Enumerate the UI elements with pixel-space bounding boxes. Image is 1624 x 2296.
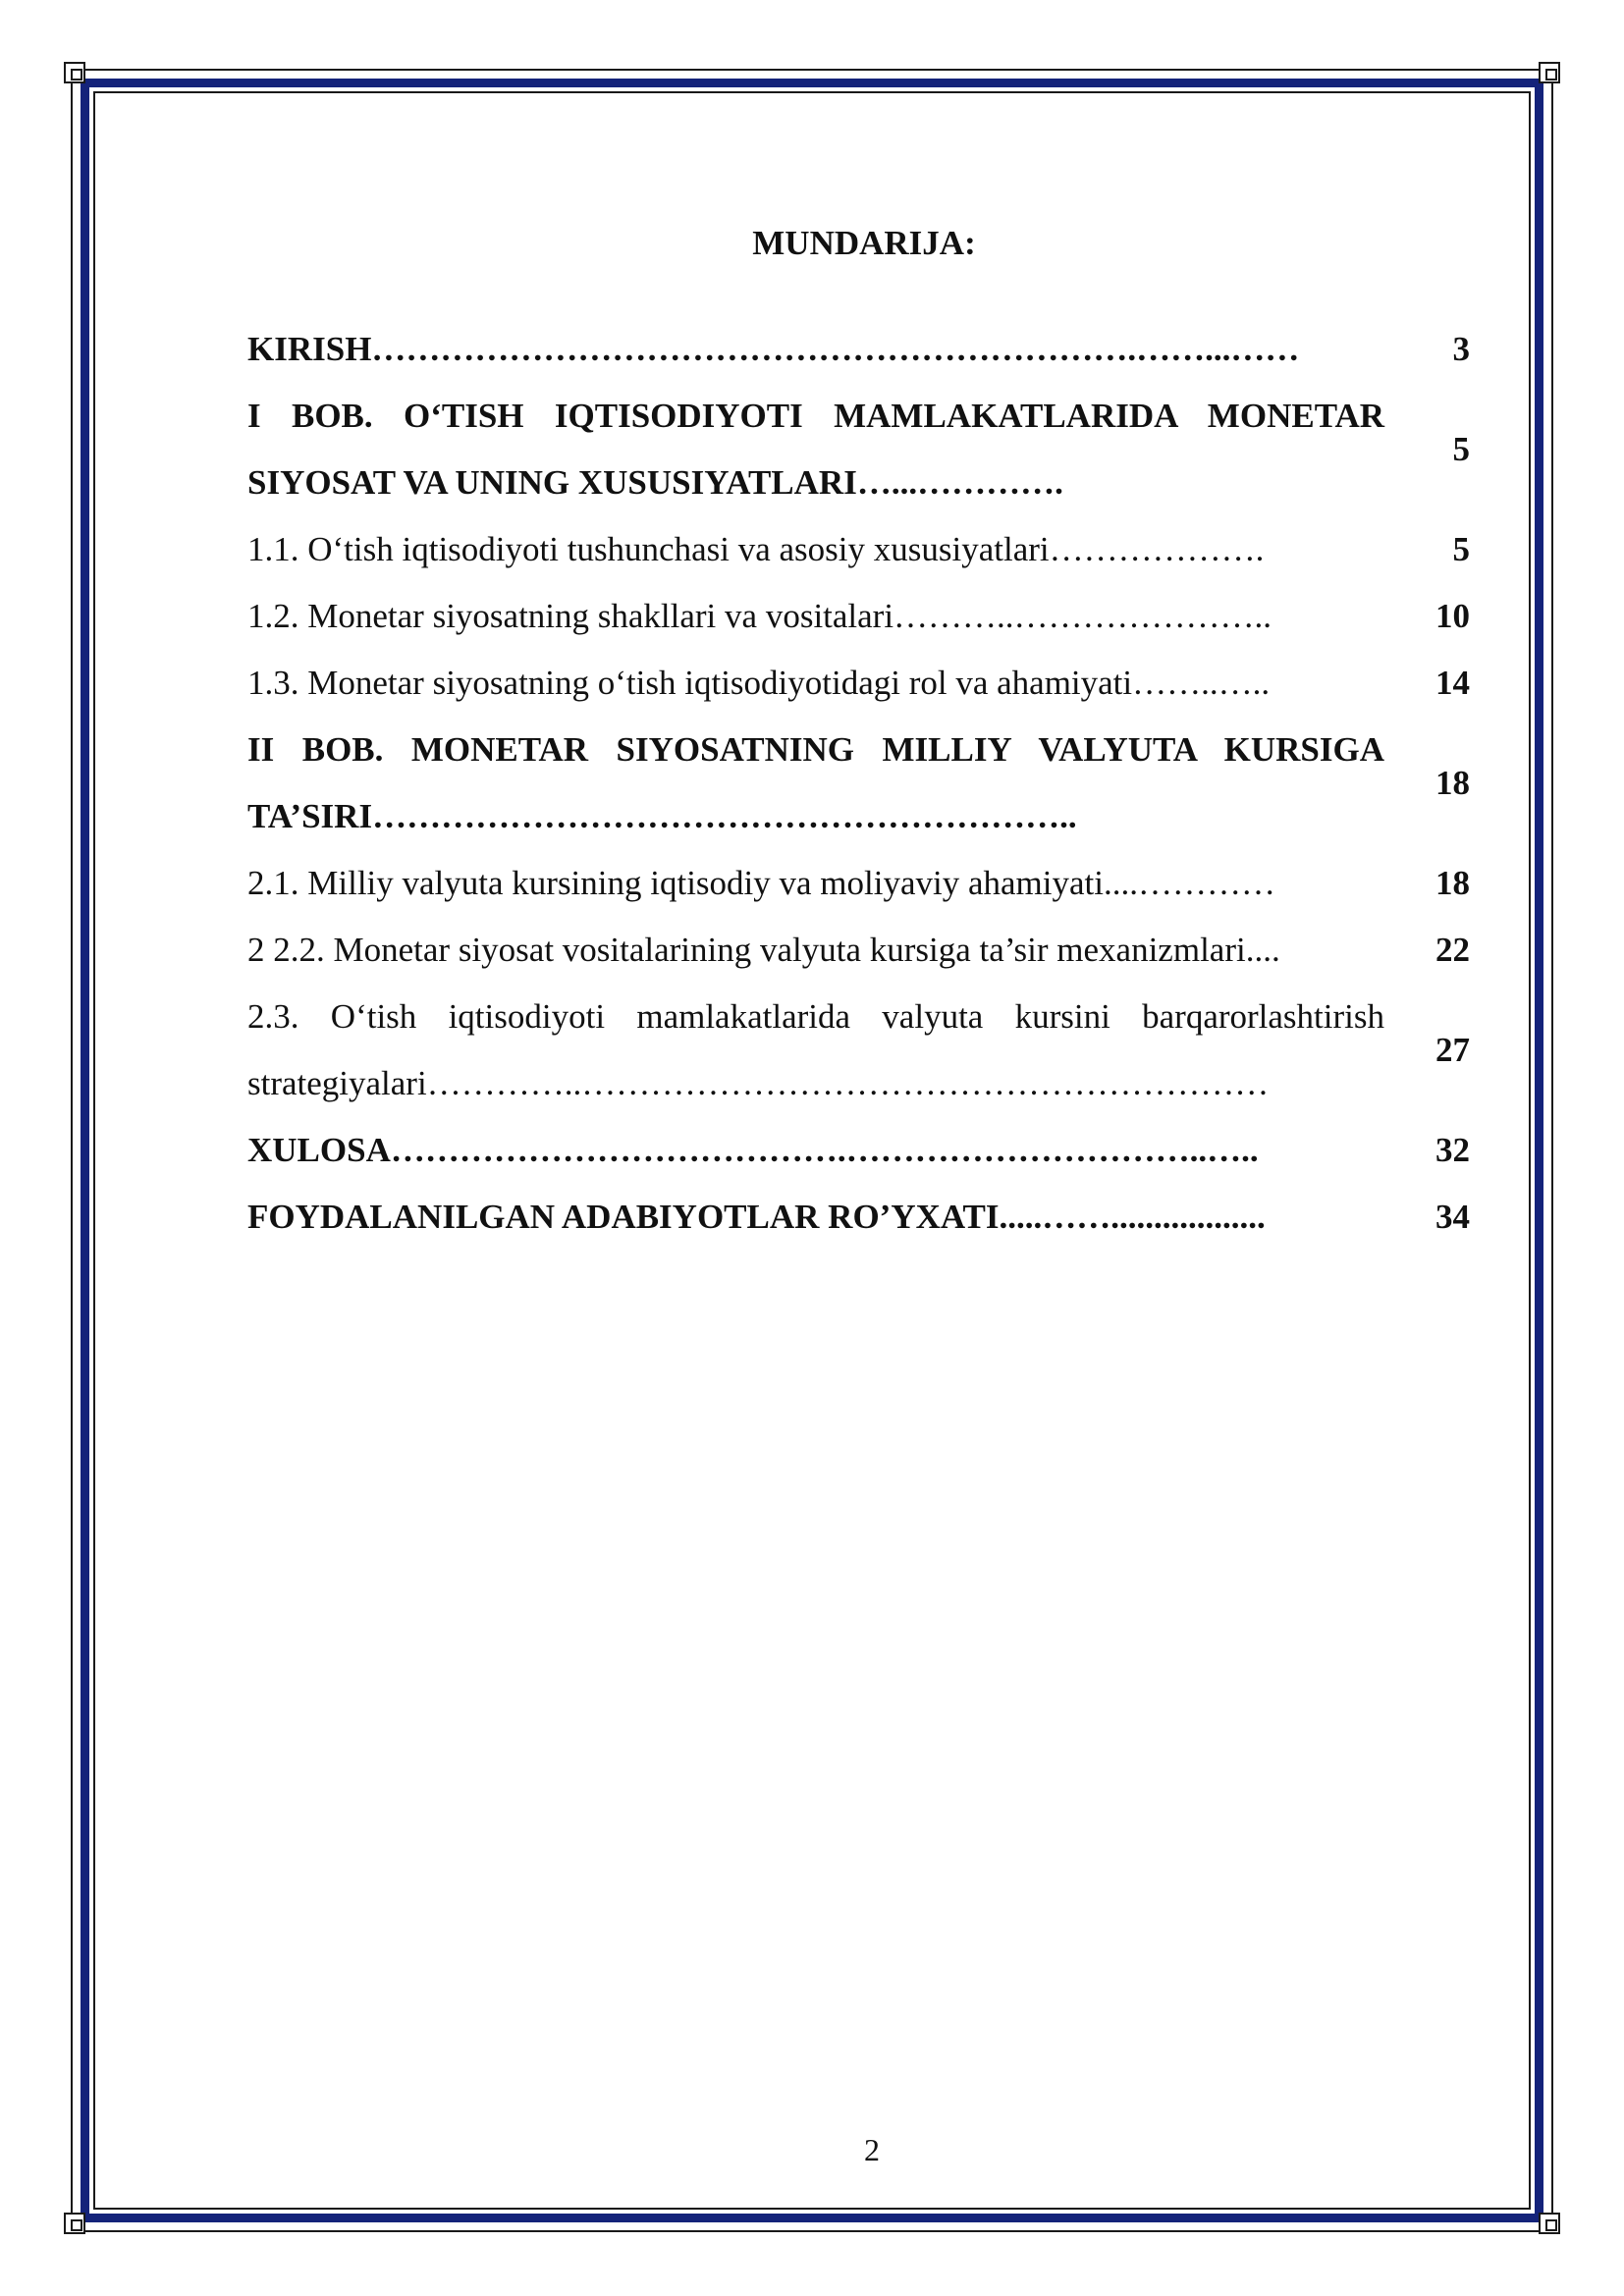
toc-page-number: 10: [1435, 597, 1470, 635]
toc-entry-text: I BOB. O‘TISH IQTISODIYOTI MAMLAKATLARIDA MONETAR SIYOSAT VA UNING XUSUSIYATLARI…...………….: [247, 397, 1384, 502]
corner-ornament-bottom-right: [1539, 2213, 1560, 2234]
toc-entry-text: FOYDALANILGAN ADABIYOTLAR RO’YXATI.....……..................: [247, 1198, 1266, 1236]
toc-row-references[interactable]: [247, 1184, 1470, 1251]
toc-row-chapter-2[interactable]: [247, 717, 1470, 850]
toc-row-section-1-1[interactable]: [247, 516, 1470, 583]
corner-ornament-bottom-left: [64, 2213, 85, 2234]
toc-entry-text: XULOSA………………………………….…………………………..…..: [247, 1131, 1259, 1169]
toc-row-section-2-2[interactable]: [247, 917, 1470, 984]
toc-row-section-1-2[interactable]: [247, 583, 1470, 650]
toc-row-section-2-1[interactable]: [247, 850, 1470, 917]
toc-entry-text: 1.3. Monetar siyosatning o‘tish iqtisodiyotidagi rol va ahamiyati……..…..: [247, 664, 1271, 702]
toc-entry-text: II BOB. MONETAR SIYOSATNING MILLIY VALYUTA KURSIGA TA’SIRI……………………………………………………..: [247, 730, 1384, 835]
page-title: MUNDARIJA:: [752, 224, 976, 262]
toc-page-number: 27: [1435, 1031, 1470, 1069]
toc-page-number: 14: [1435, 664, 1470, 702]
toc-entry-text: 2.3. O‘tish iqtisodiyoti mamlakatlarida valyuta kursini barqarorlashtirish strategiyalari…………..……………………………………………………: [247, 997, 1384, 1102]
toc-row-chapter-1[interactable]: [247, 383, 1470, 516]
footer-page-number: 2: [864, 2132, 880, 2167]
corner-ornament-top-left: [64, 62, 85, 83]
table-of-contents: [247, 316, 1470, 1251]
toc-entry-text: KIRISH………………………………………………………….……...……: [247, 330, 1300, 368]
toc-entry-text: 2.1. Milliy valyuta kursining iqtisodiy va moliyaviy ahamiyati....…………: [247, 864, 1275, 902]
toc-page-number: 18: [1435, 864, 1470, 902]
toc-page-number: 5: [1452, 530, 1470, 568]
toc-row-section-1-3[interactable]: [247, 650, 1470, 717]
toc-row-kirish[interactable]: [247, 316, 1470, 383]
toc-row-section-2-3[interactable]: [247, 984, 1470, 1117]
toc-entry-text: 2 2.2. Monetar siyosat vositalarining valyuta kursiga ta’sir mexanizmlari....: [247, 931, 1280, 969]
toc-entry-text: 1.2. Monetar siyosatning shakllari va vositalari………..…………………..: [247, 597, 1272, 635]
toc-page-number: 32: [1435, 1131, 1470, 1169]
toc-page-number: 22: [1435, 931, 1470, 969]
toc-page-number: 3: [1452, 330, 1470, 368]
toc-page-number: 5: [1452, 430, 1470, 468]
toc-entry-text: 1.1. O‘tish iqtisodiyoti tushunchasi va asosiy xususiyatlari……………….: [247, 530, 1265, 568]
toc-row-xulosa[interactable]: [247, 1117, 1470, 1184]
toc-page-number: 18: [1435, 764, 1470, 802]
toc-page-number: 34: [1435, 1198, 1470, 1236]
corner-ornament-top-right: [1539, 62, 1560, 83]
